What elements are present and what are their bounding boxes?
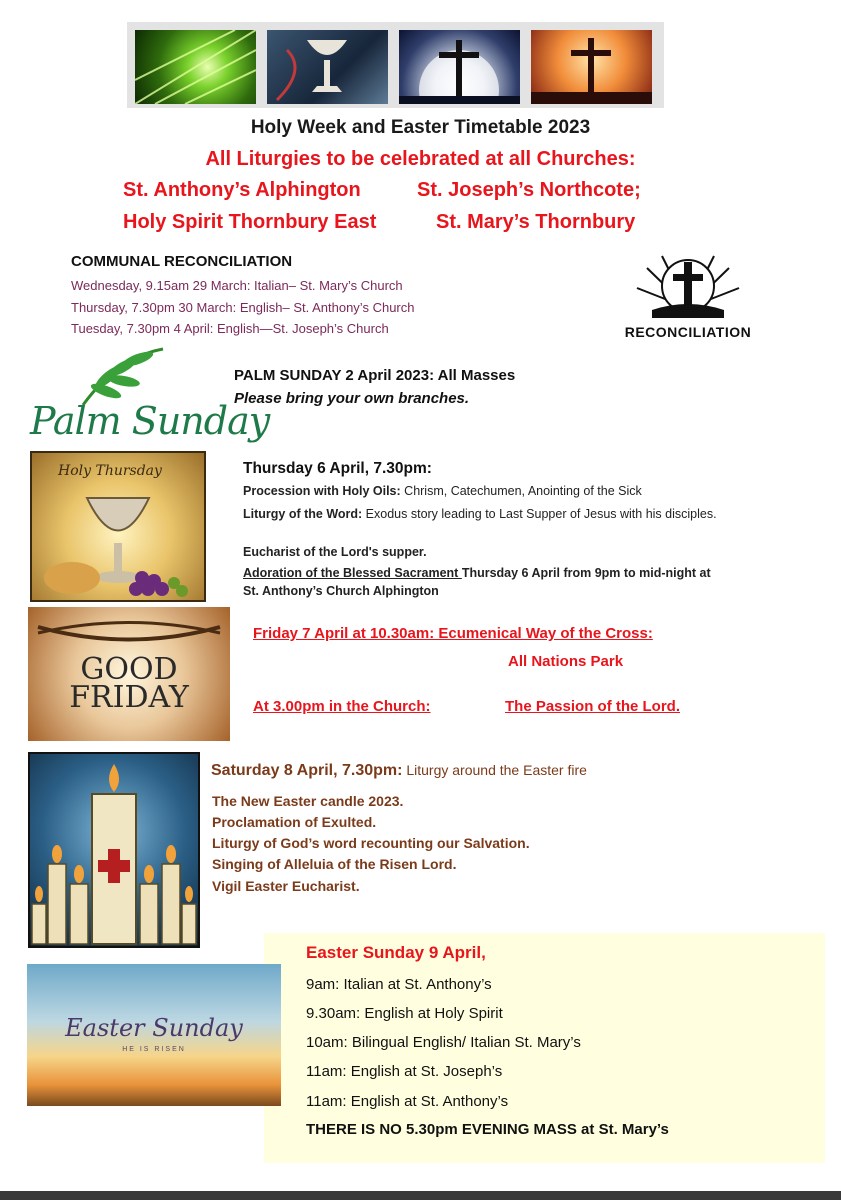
thursday-heading: Thursday 6 April, 7.30pm: xyxy=(243,460,432,477)
page-title: Holy Week and Easter Timetable 2023 xyxy=(250,117,591,138)
saturday-line: Liturgy of God’s word recounting our Salvation. xyxy=(212,835,530,851)
church-name: St. Anthony’s Alphington xyxy=(123,179,361,201)
crown-of-thorns-icon xyxy=(28,607,230,647)
thursday-line-text: Chrism, Catechumen, Anointing of the Sick xyxy=(400,484,642,498)
palm-sunday-heading: PALM SUNDAY 2 April 2023: All Masses xyxy=(234,367,516,384)
saturday-line: Singing of Alleluia of the Risen Lord. xyxy=(212,856,457,872)
candles-icon xyxy=(30,754,198,946)
thursday-line-text: Exodus story leading to Last Supper of Jesus with his disciples. xyxy=(362,507,717,521)
saturday-line: The New Easter candle 2023. xyxy=(212,793,404,809)
palm-sunday-logo-text: Palm Sunday xyxy=(30,399,270,443)
saturday-heading-rest: Liturgy around the Easter fire xyxy=(402,762,587,778)
chalice-image xyxy=(267,30,388,104)
reconciliation-logo xyxy=(617,248,759,343)
cross-icon xyxy=(531,30,652,104)
page-bottom-border xyxy=(0,1191,841,1200)
light-rays-image xyxy=(135,30,256,104)
cross-icon xyxy=(399,30,520,104)
palm-sunday-note: Please bring your own branches. xyxy=(234,390,470,407)
sunset-cross-image xyxy=(531,30,652,104)
easter-candle-image xyxy=(28,752,200,948)
palm-sunday-logo xyxy=(28,347,270,447)
light-rays-icon xyxy=(135,30,256,104)
friday-line: All Nations Park xyxy=(508,653,624,670)
thursday-line-label: Procession with Holy Oils: xyxy=(243,484,401,498)
mass-time: 9am: Italian at St. Anthony’s xyxy=(306,976,492,993)
reconciliation-line: Tuesday, 7.30pm 4 April: English—St. Joseph’s Church xyxy=(71,321,389,336)
thursday-line xyxy=(243,505,733,523)
thursday-line xyxy=(243,564,723,600)
moon-cross-image xyxy=(399,30,520,104)
easter-sunday-image xyxy=(27,964,281,1106)
cross-rays-icon xyxy=(617,248,759,320)
palm-leaf-icon xyxy=(28,347,233,407)
church-name: St. Mary’s Thornbury xyxy=(436,211,636,233)
easter-sunday-image-text: Easter Sunday xyxy=(65,1014,243,1042)
thursday-line xyxy=(243,482,733,500)
saturday-heading-row xyxy=(211,762,587,780)
mass-time: 9.30am: English at Holy Spirit xyxy=(306,1005,503,1022)
holy-thursday-image-text: Holy Thursday xyxy=(58,463,162,479)
saturday-line: Vigil Easter Eucharist. xyxy=(212,878,360,894)
thursday-adoration-label: Adoration of the Blessed Sacrament xyxy=(243,566,462,580)
saturday-line: Proclamation of Exulted. xyxy=(212,814,377,830)
reconciliation-line: Thursday, 7.30pm 30 March: English– St. Anthony’s Church xyxy=(71,300,415,315)
page-subtitle: All Liturgies to be celebrated at all Churches: xyxy=(205,148,636,170)
reconciliation-logo-text: RECONCILIATION xyxy=(624,324,752,340)
mass-time: 10am: Bilingual English/ Italian St. Mary’s xyxy=(306,1034,581,1051)
good-friday-image-line1: GOOD xyxy=(80,652,178,687)
church-name: St. Joseph’s Northcote; xyxy=(417,179,641,201)
church-name: Holy Spirit Thornbury East xyxy=(123,211,377,233)
good-friday-image xyxy=(28,607,230,741)
reconciliation-heading: COMMUNAL RECONCILIATION xyxy=(71,253,293,270)
mass-time: 11am: English at St. Anthony’s xyxy=(306,1093,509,1110)
thursday-line-label: Liturgy of the Word: xyxy=(243,507,363,521)
mass-time: 11am: English at St. Joseph’s xyxy=(306,1063,503,1080)
easter-sunday-image-subtext: HE IS RISEN xyxy=(122,1046,186,1053)
friday-line: Friday 7 April at 10.30am: Ecumenical Way of the Cross: xyxy=(253,625,653,642)
thursday-line: Eucharist of the Lord's supper. xyxy=(243,545,427,559)
reconciliation-line: Wednesday, 9.15am 29 March: Italian– St. Mary’s Church xyxy=(71,278,403,293)
chalice-icon xyxy=(267,30,388,104)
friday-line: The Passion of the Lord. xyxy=(505,698,681,715)
friday-line: At 3.00pm in the Church: xyxy=(253,698,431,715)
evening-mass-notice: THERE IS NO 5.30pm EVENING MASS at St. Mary’s xyxy=(306,1121,669,1138)
easter-sunday-heading: Easter Sunday 9 April, xyxy=(306,943,486,962)
saturday-heading: Saturday 8 April, 7.30pm: xyxy=(211,762,403,779)
good-friday-image-line2: FRIDAY xyxy=(69,680,189,715)
holy-thursday-image xyxy=(30,451,206,602)
thursday-adoration-text: Thursday 6 April from 9pm to mid-night at St. Anthony’s Church Alphington xyxy=(243,566,711,598)
header-banner xyxy=(127,22,664,108)
